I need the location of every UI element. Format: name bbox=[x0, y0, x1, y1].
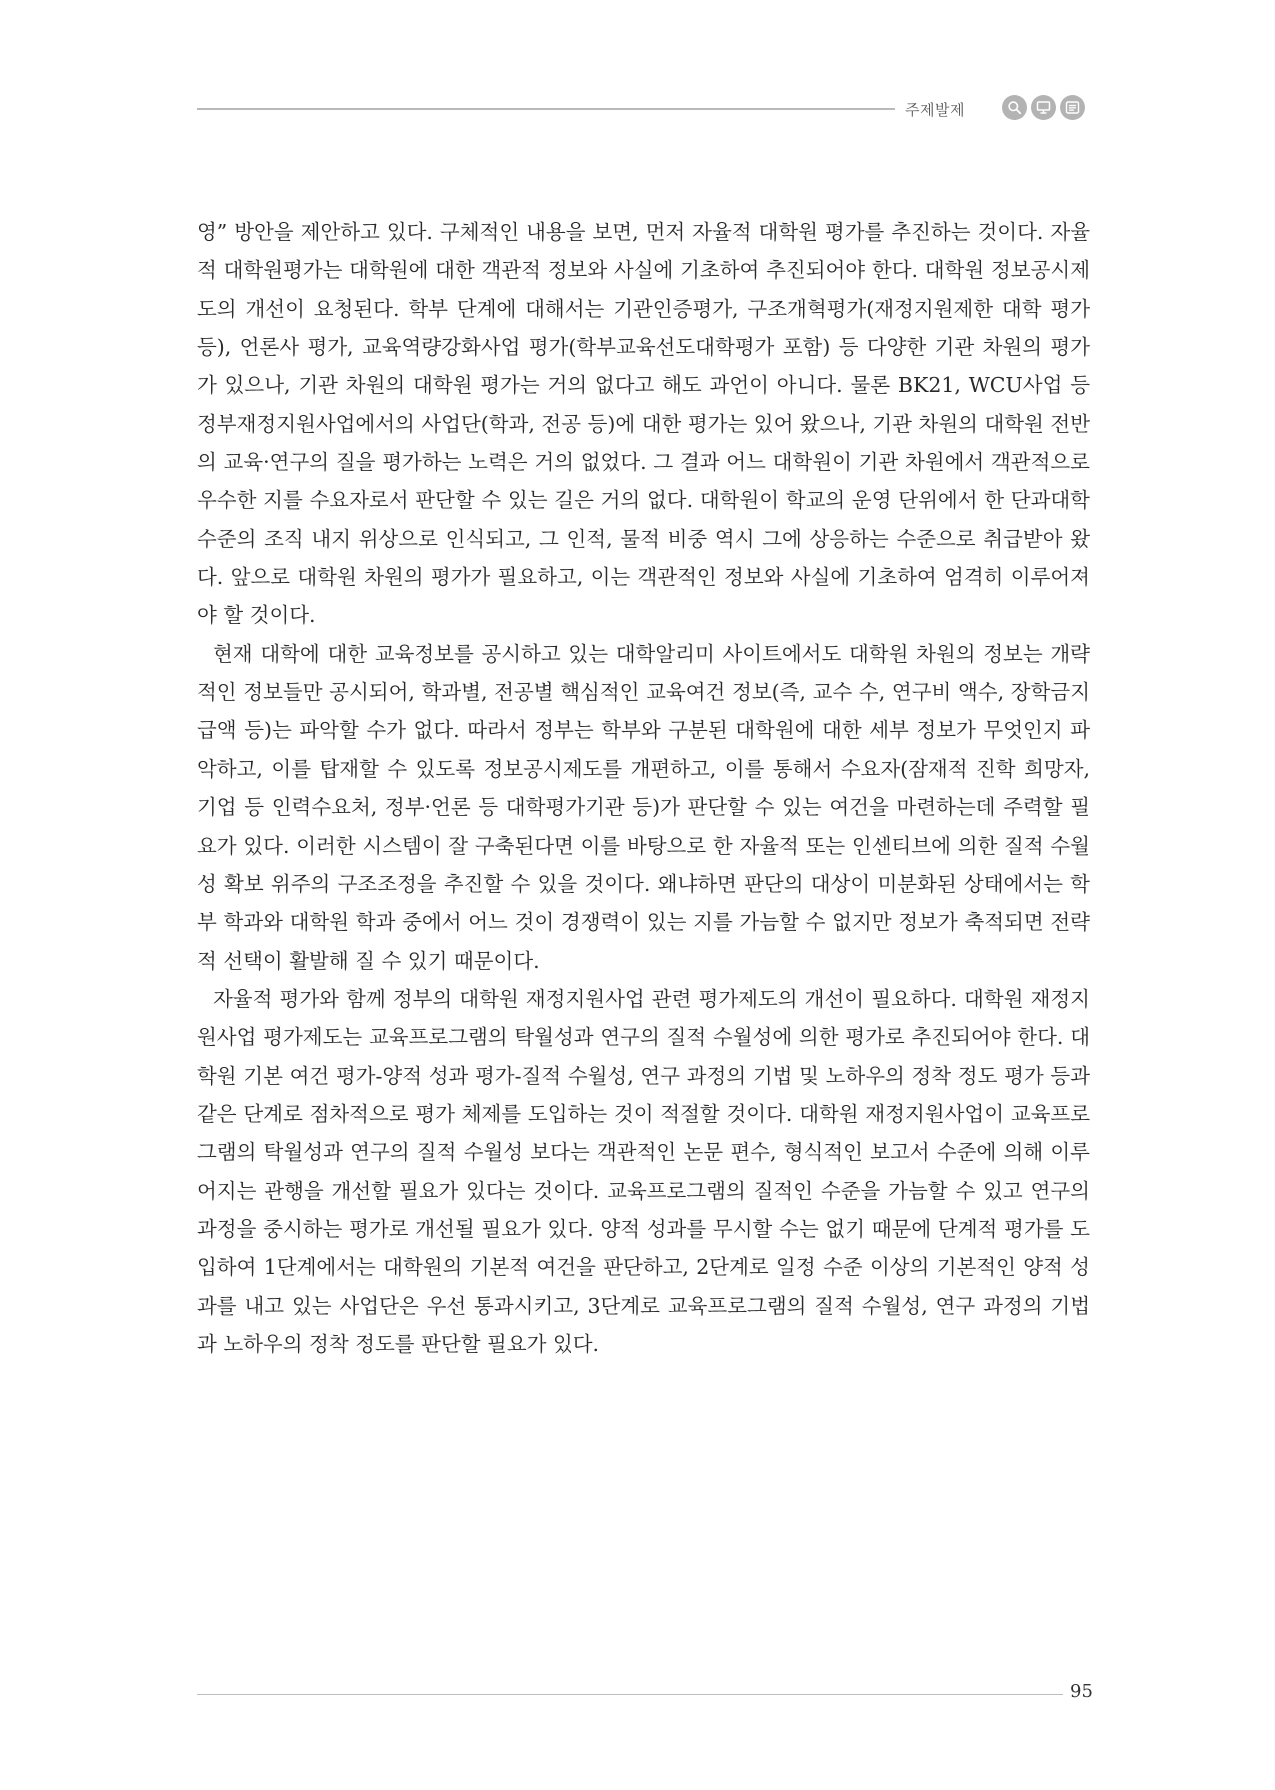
page-number: 95 bbox=[1070, 1681, 1093, 1702]
footer-rule bbox=[197, 1694, 1063, 1695]
header-icon-group bbox=[1002, 95, 1085, 120]
section-label: 주제발제 bbox=[905, 101, 965, 119]
list-icon bbox=[1060, 95, 1085, 120]
paragraph-1: 영” 방안을 제안하고 있다. 구체적인 내용을 보면, 먼저 자율적 대학원 평가를 추진하는 것이다. 자율적 대학원평가는 대학원에 대한 객관적 정보와 사실에 기초하여 추진되어야 한다. 대학원 정보공시제도의 개선이 요청된다. 학부 단계에 대해서는 기관인증평가, 구조개혁평가(재정지원제한 대학 평가 등), 언론사 평가, 교육역량강화사업 평가(학부교육선도대학평가 포함) 등 다양한 기관 차원의 평가가 있으나, 기관 차원의 대학원 평가는 거의 없다고 해도 과언이 아니다. 물론 BK21, WCU사업 등 정부재정지원사업에서의 사업단(학과, 전공 등)에 대한 평가는 있어 왔으나, 기관 차원의 대학원 전반의 교육·연구의 질을 평가하는 노력은 거의 없었다. 그 결과 어느 대학원이 기관 차원에서 객관적으로 우수한 지를 수요자로서 판단할 수 있는 길은 거의 없다. 대학원이 학교의 운영 단위에서 한 단과대학 수준의 조직 내지 위상으로 인식되고, 그 인적, 물적 비중 역시 그에 상응하는 수준으로 취급받아 왔다. 앞으로 대학원 차원의 평가가 필요하고, 이는 객관적인 정보와 사실에 기초하여 엄격히 이루어져야 할 것이다. bbox=[197, 220, 1090, 628]
paragraph-3: 자율적 평가와 함께 정부의 대학원 재정지원사업 관련 평가제도의 개선이 필요하다. 대학원 재정지원사업 평가제도는 교육프로그램의 탁월성과 연구의 질적 수월성에 의한 평가로 추진되어야 한다. 대학원 기본 여건 평가-양적 성과 평가-질적 수월성, 연구 과정의 기법 및 노하우의 정착 정도 평가 등과 같은 단계로 점차적으로 평가 체제를 도입하는 것이 적절할 것이다. 대학원 재정지원사업이 교육프로그램의 탁월성과 연구의 질적 수월성 보다는 객관적인 논문 편수, 형식적인 보고서 수준에 의해 이루어지는 관행을 개선할 필요가 있다는 것이다. 교육프로그램의 질적인 수준을 가늠할 수 있고 연구의 과정을 중시하는 평가로 개선될 필요가 있다. 양적 성과를 무시할 수는 없기 때문에 단계적 평가를 도입하여 1단계에서는 대학원의 기본적 여건을 판단하고, 2단계로 일정 수준 이상의 기본적인 양적 성과를 내고 있는 사업단은 우선 통과시키고, 3단계로 교육프로그램의 질적 수월성, 연구 과정의 기법과 노하우의 정착 정도를 판단할 필요가 있다. bbox=[197, 986, 1090, 1356]
body-text bbox=[197, 213, 1090, 1363]
monitor-icon bbox=[1031, 95, 1056, 120]
search-icon bbox=[1002, 95, 1027, 120]
header-rule bbox=[197, 108, 895, 110]
paragraph-2: 현재 대학에 대한 교육정보를 공시하고 있는 대학알리미 사이트에서도 대학원 차원의 정보는 개략적인 정보들만 공시되어, 학과별, 전공별 핵심적인 교육여건 정보(즉, 교수 수, 연구비 액수, 장학금지급액 등)는 파악할 수가 없다. 따라서 정부는 학부와 구분된 대학원에 대한 세부 정보가 무엇인지 파악하고, 이를 탑재할 수 있도록 정보공시제도를 개편하고, 이를 통해서 수요자(잠재적 진학 희망자, 기업 등 인력수요처, 정부·언론 등 대학평가기관 등)가 판단할 수 있는 여건을 마련하는데 주력할 필요가 있다. 이러한 시스템이 잘 구축된다면 이를 바탕으로 한 자율적 또는 인센티브에 의한 질적 수월성 확보 위주의 구조조정을 추진할 수 있을 것이다. 왜냐하면 판단의 대상이 미분화된 상태에서는 학부 학과와 대학원 학과 중에서 어느 것이 경쟁력이 있는 지를 가늠할 수 없지만 정보가 축적되면 전략적 선택이 활발해 질 수 있기 때문이다. bbox=[197, 641, 1090, 973]
